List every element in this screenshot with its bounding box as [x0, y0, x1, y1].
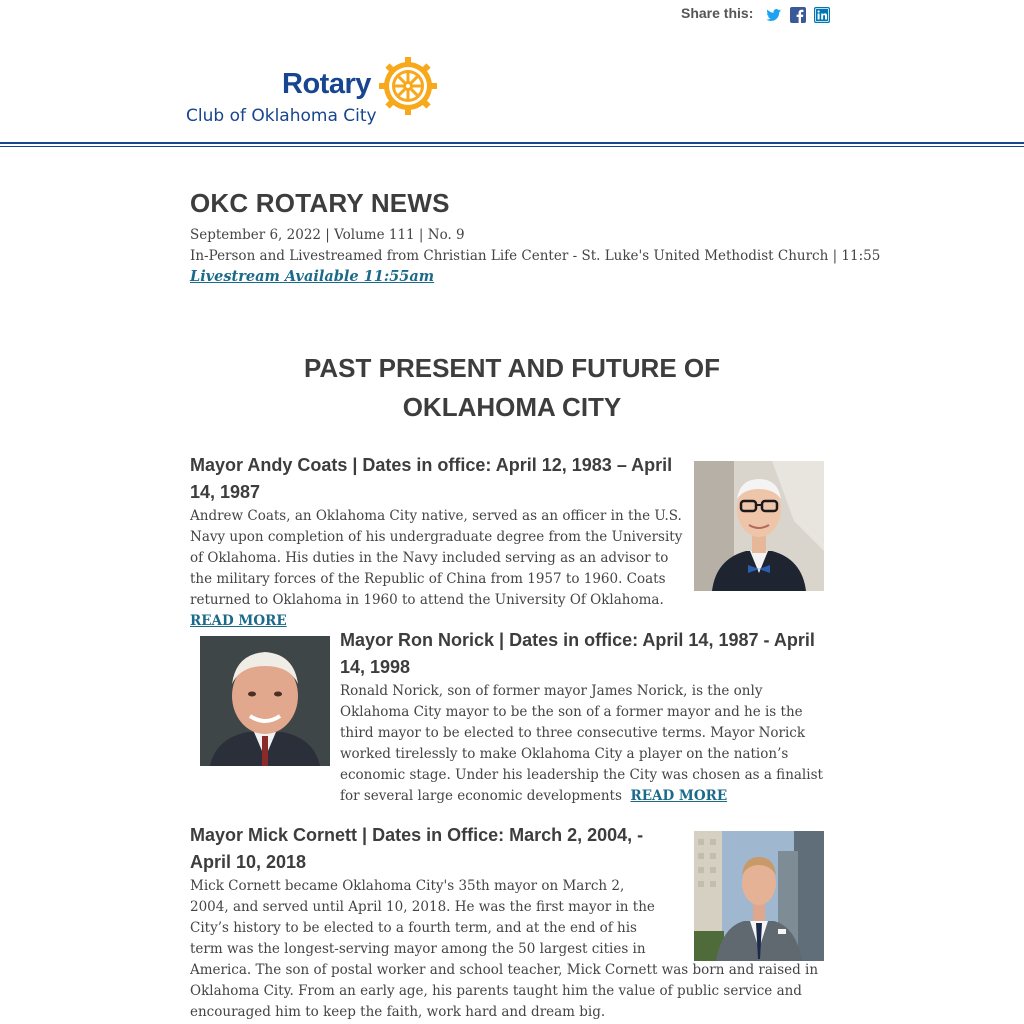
- read-more-link[interactable]: READ MORE: [190, 613, 287, 629]
- article-body: [190, 876, 830, 1023]
- article-mick-cornett: [190, 822, 830, 1023]
- location-line: In-Person and Livestreamed from Christian Life Center - St. Luke's United Methodist Church | 11:55: [190, 248, 881, 264]
- article-body-text: Ronald Norick, son of former mayor James Norick, is the only Oklahoma City mayor to be the son of a former mayor and he is the third mayor to be elected to three consecutive terms. Mayor Norick worked tirelessly to make Oklahoma City a player on the nation’s economic stage. Under his leadership the City was chosen as a finalist for several large economic developments: [340, 683, 823, 804]
- facebook-icon[interactable]: [790, 7, 806, 23]
- photo-wrap-spacer: [664, 876, 830, 960]
- article-ron-norick: [340, 627, 834, 807]
- article-heading: Mayor Andy Coats | Dates in office: April 12, 1983 – April 14, 1987: [190, 455, 673, 502]
- article-body: [190, 506, 686, 632]
- read-more-link[interactable]: READ MORE: [630, 788, 728, 804]
- livestream-link[interactable]: Livestream Available 11:55am: [190, 268, 435, 285]
- twitter-icon[interactable]: [766, 7, 782, 23]
- header-divider-thin: [0, 146, 1024, 147]
- rotary-wheel-icon: [378, 56, 438, 116]
- logo-wordmark: Rotary: [282, 68, 371, 100]
- photo-ron-norick: [200, 636, 330, 766]
- logo-subtitle: Club of Oklahoma City: [186, 106, 377, 126]
- article-heading: Mayor Mick Cornett | Dates in Office: March 2, 2004, - April 10, 2018: [190, 825, 644, 872]
- article-body-text: Andrew Coats, an Oklahoma City native, served as an officer in the U.S. Navy upon completion of his undergraduate degree from the University of Oklahoma. His duties in the Navy included serving as an advisor to the military forces of the Republic of China from 1957 to 1960. Coats returned to Oklahoma in 1960 to attend the University Of Oklahoma.: [190, 508, 683, 608]
- rotary-logo[interactable]: [186, 56, 438, 128]
- issue-date-line: September 6, 2022 | Volume 111 | No. 9: [190, 227, 465, 243]
- article-andy-coats: [190, 452, 686, 632]
- share-bar: [681, 3, 838, 23]
- header-divider: [0, 142, 1024, 144]
- section-title-line1: PAST PRESENT AND FUTURE OF: [303, 353, 720, 383]
- share-label: Share this:: [681, 5, 754, 21]
- photo-andy-coats: [694, 461, 824, 591]
- article-body-text: Mick Cornett became Oklahoma City's 35th mayor on March 2, 2004, and served until April 10, 2018. He was the first mayor in the City’s history to be elected to a fourth term, and at the end of his term was the longest-serving mayor among the 50 largest cities in America. The son of postal worker and school teacher, Mick Cornett was born and raised in Oklahoma City. From an early age, his parents taught him the value of public service and encouraged him to keep the faith, work hard and dream big.: [190, 878, 819, 1020]
- article-heading: Mayor Ron Norick | Dates in office: April 14, 1987 - April 14, 1998: [340, 630, 815, 677]
- section-title-line2: OKLAHOMA CITY: [402, 392, 622, 422]
- section-title: [190, 349, 834, 427]
- linkedin-icon[interactable]: [814, 7, 830, 23]
- newsletter-title: OKC ROTARY NEWS: [190, 188, 450, 218]
- article-body: [340, 681, 834, 807]
